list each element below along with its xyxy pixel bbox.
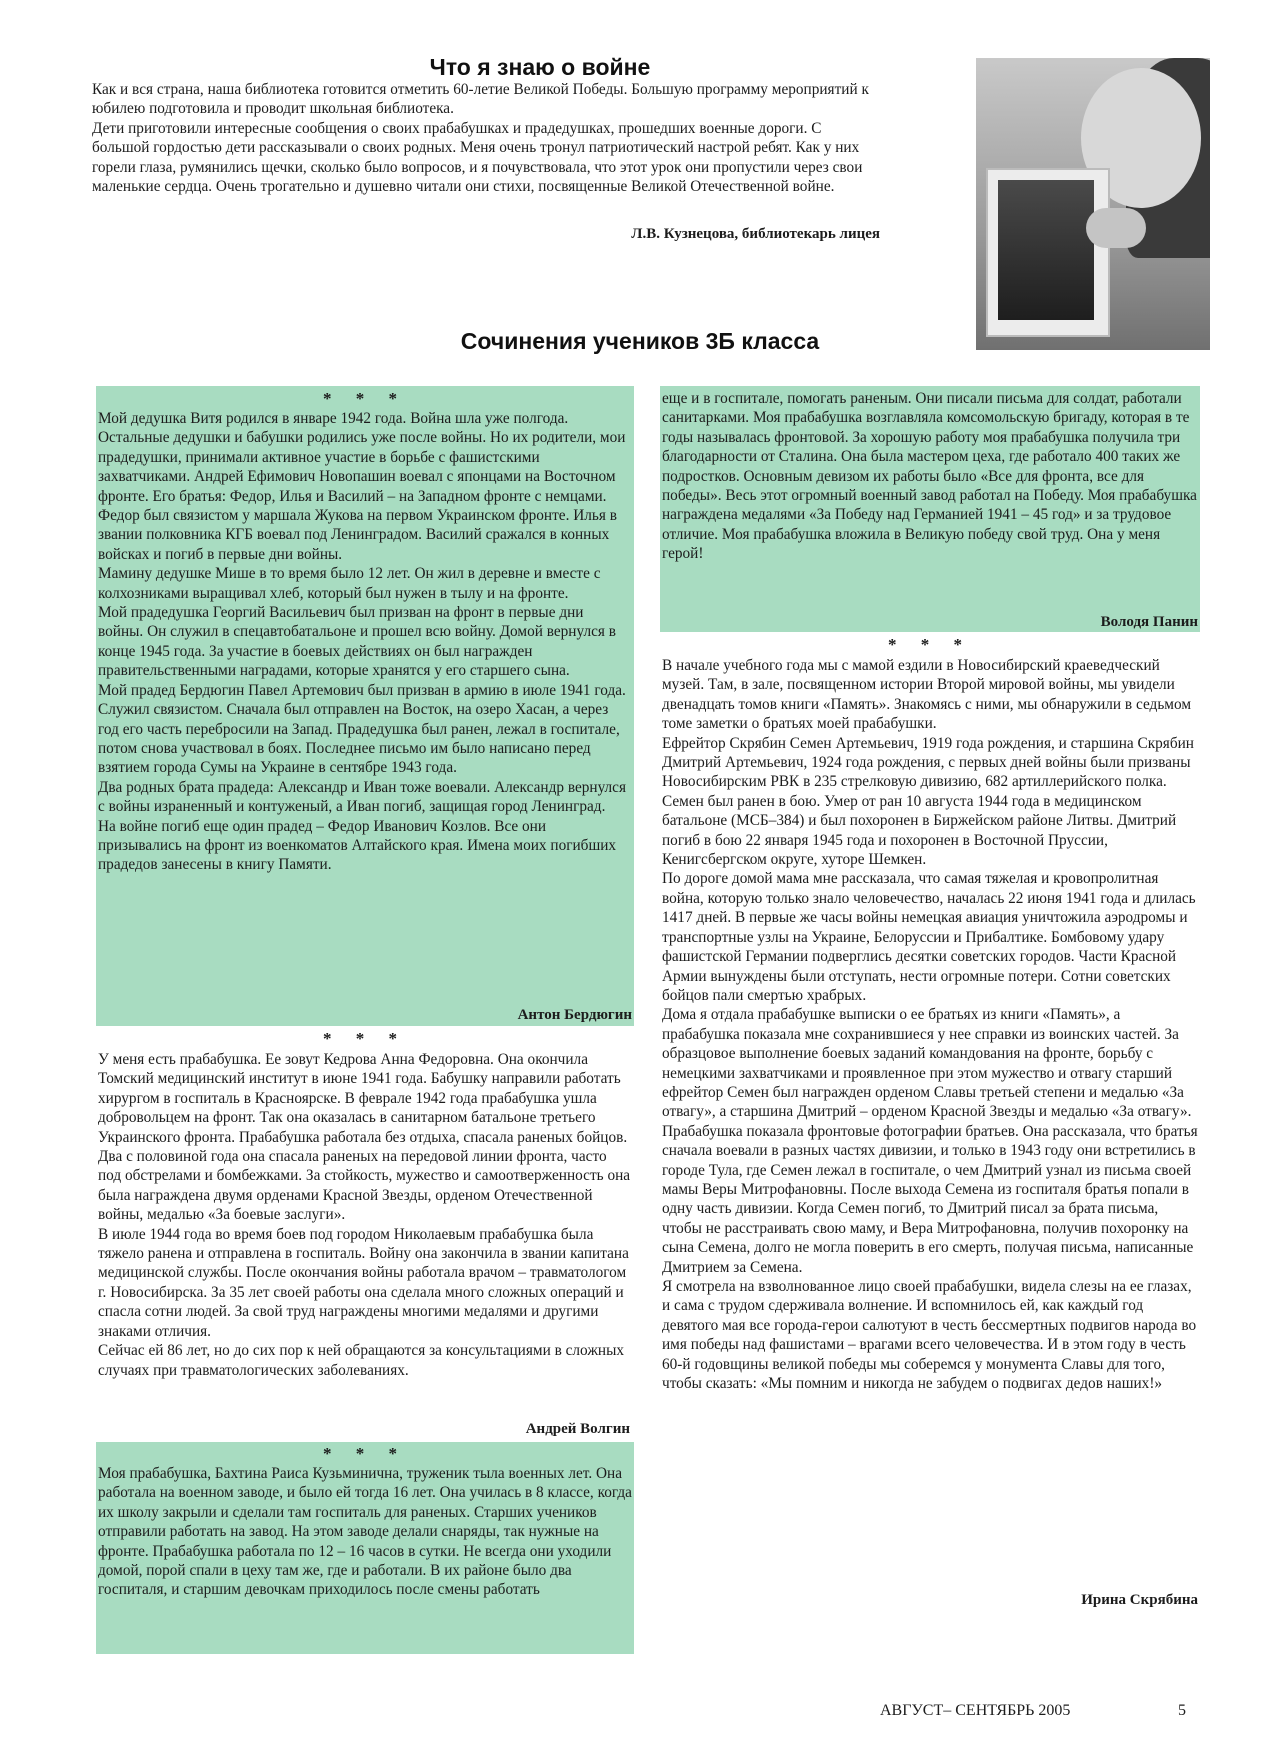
intro-paragraph: Дети приготовили интересные сообщения о своих прабабушках и прадедушках, прошедших военные дороги. С большой гордостью дети рассказывали о своих родных. Меня очень тронул патриотический настрой ребят. Как у них горели глаза, румянились щечки, сколько было вопросов, и я почувствовала, что этот урок они пропустили через свои маленькие сердца. Очень трогательно и душевно читали они стихи, посвященные Великой Отечественной войне. [92, 119, 863, 196]
essay-paragraph: Я смотрела на взволнованное лицо своей прабабушки, видела слезы на ее глазах, и сама с трудом сдерживала волнение. И вспомнилось ей, как каждый год девятого мая все города-герои салютуют в честь бессмертных подвигов народа во имя победы над фашистами – врагами всего человечества. И в этом году в честь 60-й годовщины великой победы мы соберемся у монумента Славы для того, чтобы сказать: «Мы помним и никогда не забудем о подвигах дедов наших!» [662, 1278, 1197, 1393]
essay-paragraph: На войне погиб еще один прадед – Федор Иванович Козлов. Все они призывались на фронт из военкоматов Алтайского края. Имена моих погибших прадедов занесены в книгу Памяти. [98, 817, 617, 874]
essay-paragraph: У меня есть прабабушка. Ее зовут Кедрова Анна Федоровна. Она окончила Томский медицинский институт в июне 1941 года. Бабушку направили работать хирургом в госпиталь в Красноярске. В феврале 1942 года прабабушка ушла добровольцем на фронт. Так она оказалась в санитарном батальоне третьего Украинского фронта. Прабабушка работала без отдыха, спасала раненых бойцов. [98, 1051, 628, 1146]
essay-paragraph: В июле 1944 года во время боев под городом Николаевым прабабушка была тяжело ранена и отправлена в госпиталь. Войну она закончила в звании капитана медицинской службы. После окончания войны работала врачом – травматологом г. Новосибирска. За 35 лет своей работы она сделала много сложных операций и спасла сотни людей. За свой труд награждены многими медалями и другими знаками отличия. [98, 1225, 629, 1340]
essay-paragraph: Моя прабабушка, Бахтина Раиса Кузьминична, труженик тыла военных лет. Она работала на военном заводе, и было ей тогда 16 лет. Она училась в 8 классе, когда их школу закрыли и сделали там госпиталь для раненых. Старших учеников отправили работать на завод. На этом заводе делали снаряды, так нужные на фронте. Прабабушка работала по 12 – 16 часов в сутки. Не всегда они уходили домой, порой спали в цеху там же, где и работали. В их районе было два госпиталя, и старшим девочкам приходилось после смены работать [98, 1465, 632, 1599]
separator-stars: * * * [323, 1029, 407, 1048]
girl-with-portrait-photo [976, 58, 1210, 350]
intro-text [92, 80, 882, 196]
essay-4-text [662, 656, 1198, 1393]
essay-paragraph: Мамину дедушке Мише в то время было 12 лет. Он жил в деревне и вместе с колхозниками выращивал хлеб, который был нужен в тылу и на фронте. [98, 565, 601, 602]
essay-paragraph: еще и в госпитале, помогать раненым. Они писали письма для солдат, работали санитарками. Моя прабабушка возглавляла комсомольскую бригаду, которая в те годы называлась фронтовой. За хорошую работу моя прабабушка получила три благодарности от Сталина. Она была мастером цеха, где работало 400 таких же подростков. Основным девизом их работы было «Все для фронта, все для победы». Весь этот огромный военный завод работал на Победу. Моя прабабушка награждена медалями «За Победу над Германией 1941 – 45 год» и за трудовое отличие. Моя прабабушка вложила в Великую победу свой труд. Она у меня герой! [662, 390, 1197, 563]
essay-paragraph: Два родных брата прадеда: Александр и Иван тоже воевали. Александр вернулся с войны израненный и контуженый, а Иван погиб, защищая город Ленинград. [98, 778, 627, 816]
separator-stars: * * * [888, 635, 972, 654]
section-title: Сочинения учеников 3Б класса [460, 328, 820, 354]
essay-3-continued-text [662, 389, 1198, 564]
separator-stars: * * * [323, 389, 407, 408]
page-number: 5 [1178, 1702, 1186, 1719]
essay-1-text [98, 409, 632, 875]
signature-irina: Ирина Скрябина [1081, 1592, 1198, 1608]
essay-paragraph: Ефрейтор Скрябин Семен Артемьевич, 1919 года рождения, и старшина Скрябин Дмитрий Артемьевич, 1924 года рождения, с первых дней войны были призваны Новосибирским РВК в 235 стрелковую дивизию, 682 артиллерийского полка. Семен был ранен в бою. Умер от ран 10 августа 1944 года в медицинском батальоне (МСБ–384) и был похоронен в Биржейском районе Литвы. Дмитрий погиб в бою 22 января 1945 года и похоронен в Восточной Пруссии, Кенигсбергском округе, хуторе Шемкен. [662, 734, 1194, 869]
essay-paragraph: Мой дедушка Витя родился в январе 1942 года. Война шла уже полгода. Остальные дедушки и бабушки родились уже после войны. Но их родители, мои прадедушки, принимали активное участие в борьбе с фашистскими захватчиками. Андрей Ефимович Новопашин воевал с японцами на Восточном фронте. Его братья: Федор, Илья и Василий – на Западном фронте с немцами. Федор был связистом у маршала Жукова на первом Украинском фронте. Илья в звании полковника КГБ воевал под Ленинградом. Василий сражался в конных войсках и погиб в первые дни войны. [98, 410, 626, 563]
photo-hand [1086, 208, 1146, 248]
issue-date: АВГУСТ– СЕНТЯБРЬ 2005 [880, 1702, 1071, 1719]
page-title: Что я знаю о войне [429, 54, 651, 80]
essay-paragraph: Сейчас ей 86 лет, но до сих пор к ней обращаются за консультациями в сложных случаях при травматологических заболеваниях. [98, 1342, 625, 1379]
essay-paragraph: Мой прадед Бердюгин Павел Артемович был призван в армию в июле 1941 года. Служил связистом. Сначала был отправлен на Восток, на озеро Хасан, а через год его часть перебросили на Запад. Прадедушка был ранен, лежал в госпитале, потом снова участвовал в боях. Последнее письмо им было написано перед взятием города Сумы на Украине в сентябре 1943 года. [98, 681, 626, 777]
essay-paragraph: Два с половиной года она спасала раненых на передовой линии фронта, часто под обстрелами и бомбежками. За стойкость, мужество и самоотверженность она была награждена двумя орденами Красной Звезды, орденом Отечественной войны, медалью «За боевые заслуги». [98, 1148, 631, 1224]
essay-paragraph: Дома я отдала прабабушке выписки о ее братьях из книги «Память», а прабабушка показала мне сохранившиеся у нее справки из воинских частей. За образцовое выполнение боевых заданий командования на фронте, борьбу с немецкими захватчиками и проявленное при этом мужество и отвагу старший ефрейтор Семен был награжден орденом Славы третьей степени и медалью «За отвагу», а старшина Дмитрий – орденом Красной Звезды и медалью «За отвагу». Прабабушка показала фронтовые фотографии братьев. Она рассказала, что братья сначала воевали в разных частях дивизии, и только в 1943 году они встретились в городе Тула, где Семен лежал в госпитале, о чем Дмитрий узнал из письма своей мамы Веры Митрофановны. После выхода Семена из госпиталя братья попали в одну часть дивизии. Когда Семен погиб, то Дмитрий писал за брата письма, чтобы не расстраивать свою маму, и Вера Митрофановна, получив похоронку на сына Семена, долго не могла поверить в его смерть, получая письма, написанные Дмитрием за Семена. [662, 1006, 1198, 1276]
signature-andrey: Андрей Волгин [525, 1421, 630, 1437]
essay-3-text [98, 1464, 632, 1600]
intro-paragraph: Как и вся страна, наша библиотека готовится отметить 60-летие Великой Победы. Большую программу мероприятий к юбилею подготовила и проводит школьная библиотека. [92, 81, 869, 118]
essay-2-text [98, 1050, 632, 1380]
photo-portrait-of-veteran [998, 180, 1094, 320]
signature-anton: Антон Бердюгин [517, 1007, 632, 1023]
signature-volodya: Володя Панин [1100, 614, 1198, 630]
separator-stars: * * * [323, 1444, 407, 1463]
essay-paragraph: Мой прадедушка Георгий Васильевич был призван на фронт в первые дни войны. Он служил в спецавтобатальоне и прошел всю войну. Домой вернулся в конце 1945 года. За участие в боевых действиях он был награжден правительственными наградами, которые хранятся у его старшего сына. [98, 604, 616, 680]
essay-paragraph: В начале учебного года мы с мамой ездили в Новосибирский краеведческий музей. Там, в зале, посвященном истории Второй мировой войны, мы увидели двенадцать томов книги «Память». Знакомясь с ними, мы обнаружили в седьмом томе заметки о братьях моей прабабушки. [662, 657, 1192, 733]
librarian-signature: Л.В. Кузнецова, библиотекарь лицея [631, 226, 880, 242]
essay-paragraph: По дороге домой мама мне рассказала, что самая тяжелая и кровопролитная война, которую только знало человечество, началась 22 июня 1941 года и длилась 1417 дней. В первые же часы войны немецкая авиация уничтожила аэродромы и транспортные узлы на Украине, Белоруссии и Прибалтике. Бомбовому удару фашистской Германии подверглись десятки советских городов. Части Красной Армии вынуждены были отступать, нести огромные потери. Сотни советских бойцов пали смертью храбрых. [662, 870, 1196, 1004]
